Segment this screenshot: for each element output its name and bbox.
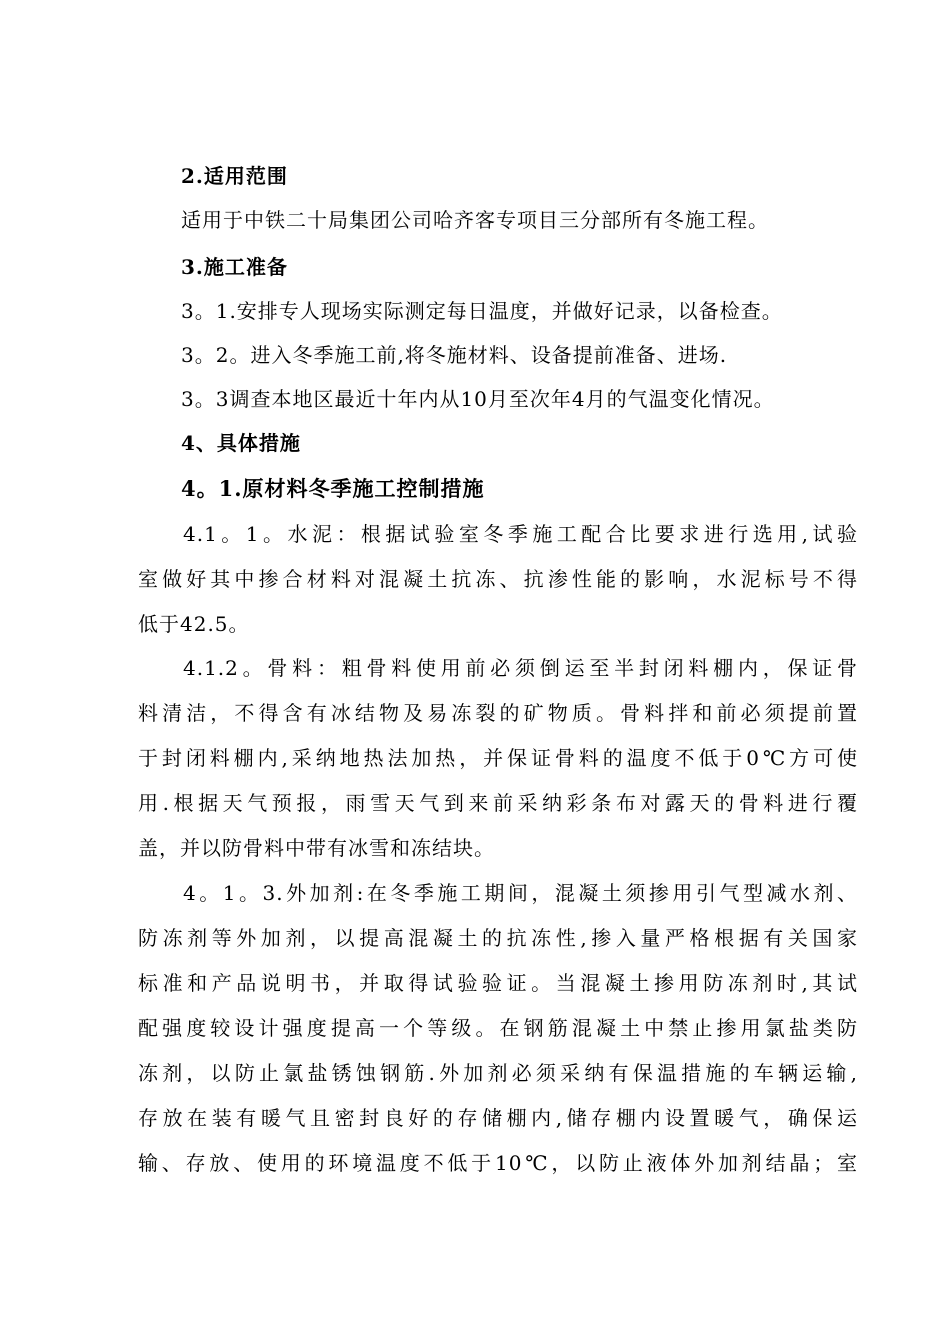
section-3-item-3: 3。3调查本地区最近十年内从10月至次年4月的气温变化情况。 [181,387,775,411]
para-4-1-3-line-6: 存放在装有暖气且密封良好的存储棚内,储存棚内设置暖气，确保运 [138,1106,858,1130]
para-4-1-1-line-2: 室做好其中掺合材料对混凝土抗冻、抗渗性能的影响，水泥标号不得 [138,567,858,591]
section-3-item-1: 3。1.安排专人现场实际测定每日温度，并做好记录，以备检查。 [181,299,783,323]
section-2-body: 适用于中铁二十局集团公司哈齐客专项目三分部所有冬施工程。 [181,208,769,232]
section-3-item-2: 3。2。进入冬季施工前,将冬施材料、设备提前准备、进场. [181,343,728,367]
para-4-1-3-line-2: 防冻剂等外加剂，以提高混凝土的抗冻性,掺入量严格根据有关国家 [138,926,858,950]
para-4-1-1-line-1: 4.1。1。水泥：根据试验室冬季施工配合比要求进行选用,试验 [183,522,858,546]
para-4-1-2-line-4: 用.根据天气预报，雨雪天气到来前采纳彩条布对露天的骨料进行覆 [138,791,858,815]
para-4-1-3-line-7: 输、存放、使用的环境温度不低于10℃，以防止液体外加剂结晶；室 [138,1151,858,1175]
para-4-1-3-line-3: 标准和产品说明书，并取得试验验证。当混凝土掺用防冻剂时,其试 [138,971,858,995]
para-4-1-2-line-5: 盖，并以防骨料中带有冰雪和冻结块。 [138,836,495,860]
section-3-heading: 3.施工准备 [181,255,288,279]
section-2-heading: 2.适用范围 [181,164,288,188]
para-4-1-1-line-3: 低于42.5。 [138,612,250,636]
para-4-1-2-line-2: 料清洁，不得含有冰结物及易冻裂的矿物质。骨料拌和前必须提前置 [138,701,858,725]
para-4-1-3-line-1: 4。1。3.外加剂:在冬季施工期间，混凝土须掺用引气型减水剂、 [183,881,858,905]
para-4-1-3-line-4: 配强度较设计强度提高一个等级。在钢筋混凝土中禁止掺用氯盐类防 [138,1016,858,1040]
para-4-1-2-line-1: 4.1.2。骨料：粗骨料使用前必须倒运至半封闭料棚内，保证骨 [183,656,858,680]
section-4-1-heading: 4。1.原材料冬季施工控制措施 [181,476,485,501]
para-4-1-2-line-3: 于封闭料棚内,采纳地热法加热，并保证骨料的温度不低于0℃方可使 [138,746,858,770]
para-4-1-3-line-5: 冻剂，以防止氯盐锈蚀钢筋.外加剂必须采纳有保温措施的车辆运输, [138,1061,858,1085]
section-4-heading: 4、具体措施 [181,431,301,455]
